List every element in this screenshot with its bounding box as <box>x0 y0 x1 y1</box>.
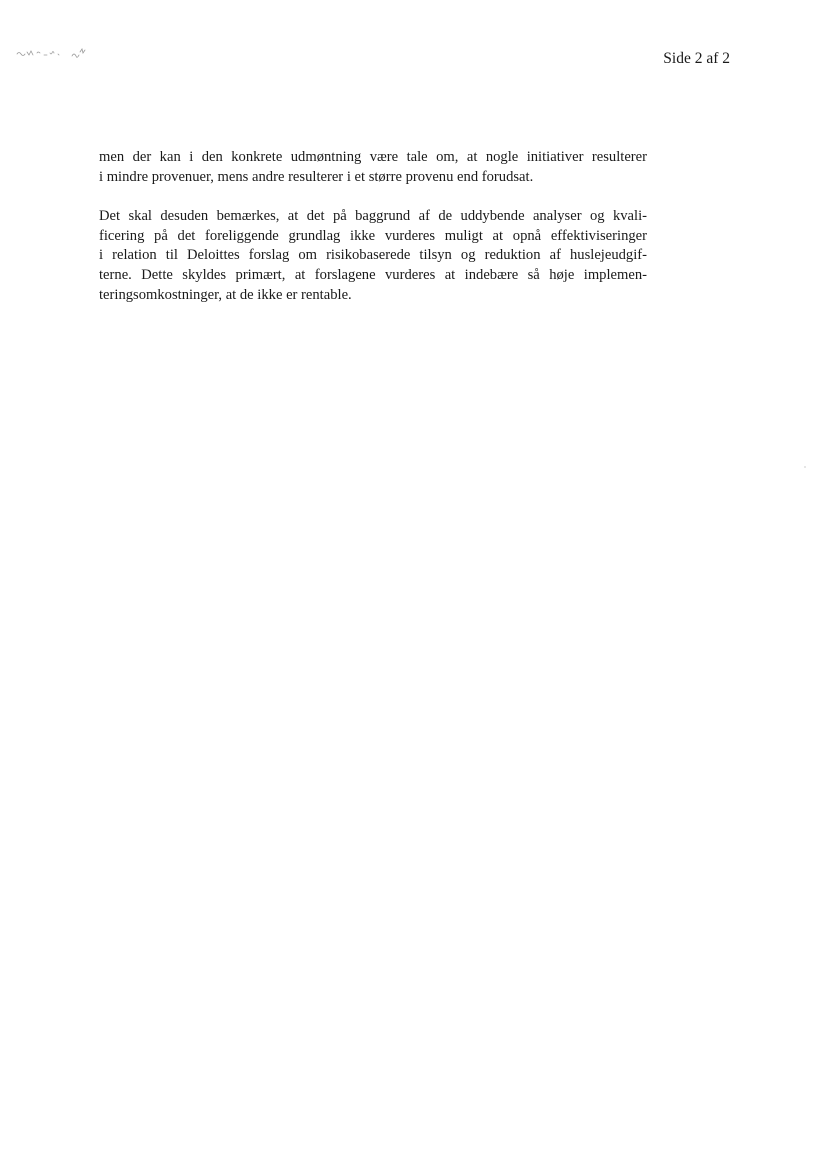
text-line: terne. Dette skyldes primært, at forslagene vurderes at indebære så høje implemen- <box>99 266 647 283</box>
handwritten-annotation <box>14 40 104 64</box>
scan-speck <box>804 466 806 468</box>
page-number: Side 2 af 2 <box>663 50 730 67</box>
body-text <box>99 148 647 325</box>
paragraph-1 <box>99 148 647 187</box>
text-line: teringsomkostninger, at de ikke er rentable. <box>99 286 352 303</box>
text-line: men der kan i den konkrete udmøntning være tale om, at nogle initiativer resulterer <box>99 149 647 165</box>
text-line: i mindre provenuer, mens andre resulterer i et større provenu end forudsat. <box>99 168 534 185</box>
text-line: Det skal desuden bemærkes, at det på baggrund af de uddybende analyser og kvali- <box>99 208 647 225</box>
paragraph-2 <box>99 207 647 305</box>
text-line: ficering på det foreliggende grundlag ikke vurderes muligt at opnå effektiviseringer <box>99 227 647 244</box>
text-line: i relation til Deloittes forslag om risikobaserede tilsyn og reduktion af huslejeudgif- <box>99 247 647 264</box>
